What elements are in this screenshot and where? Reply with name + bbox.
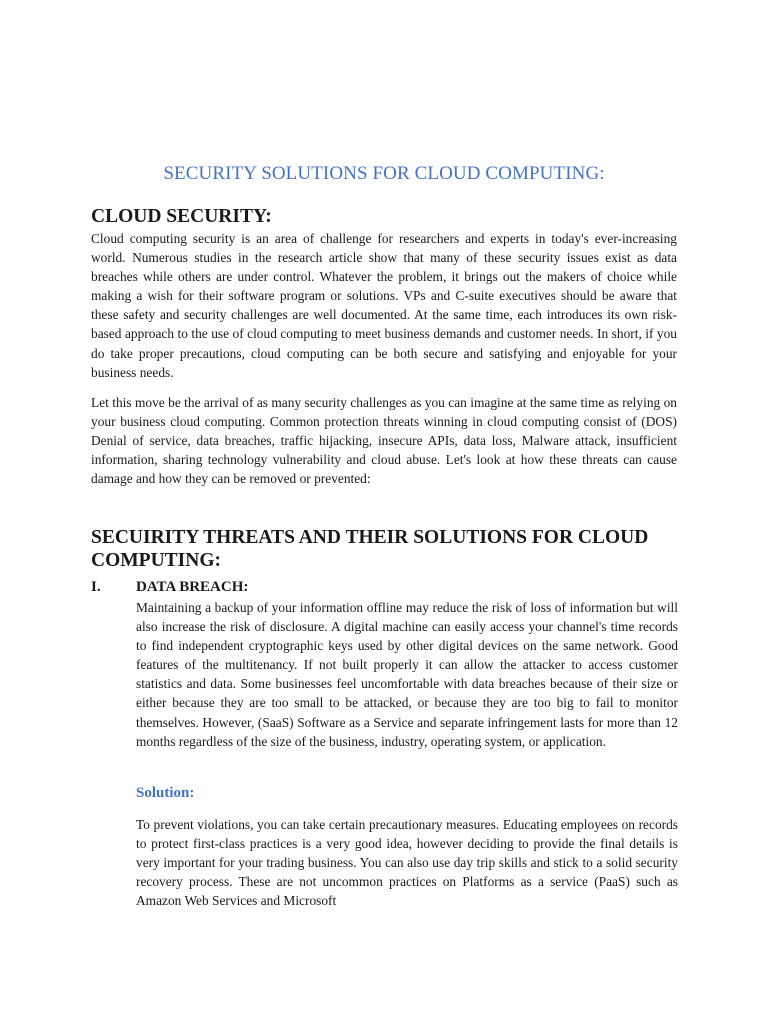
list-item-title: DATA BREACH: bbox=[136, 579, 249, 595]
section-heading-cloud-security: CLOUD SECURITY: bbox=[91, 206, 272, 227]
list-item-data-breach-heading bbox=[91, 577, 681, 597]
paragraph-security-challenges: Let this move be the arrival of as many security challenges as you can imagine at the same time as relying on your business cloud computing. Common protection threats winning in cloud computing consist of (DOS) Denial of service, data breaches, traffic hijacking, insecure APIs, data loss, Malware attack, insufficient information, sharing technology vulnerability and cloud abuse. Let's look at how these threats can cause damage and how they can be removed or prevented: bbox=[91, 395, 677, 487]
section-heading-threats-solutions: SECUIRITY THREATS AND THEIR SOLUTIONS FOR CLOUD COMPUTING: bbox=[91, 527, 649, 571]
paragraph-data-breach: Maintaining a backup of your information offline may reduce the risk of loss of information but will also increase the risk of disclosure. A digital machine can easily access your channel's time records to find independent cryptographic keys used by other digital devices on the same network. Good features of the multitenancy. If not built properly it can allow the attacker to access customer statistics and data. Some businesses feel uncomfortable with data breaches because of their size or either because they are too small to be attacked, or because they are too big to fail to monitor themselves. However, (SaaS) Software as a Service and separate infringement lasts for more than 12 months regardless of the size of the business, industry, operating system, or application. bbox=[136, 600, 678, 749]
paragraph-cloud-security-intro: Cloud computing security is an area of challenge for researchers and experts in today's ever-increasing world. Numerous studies in the research article show that many of these security issues exist as data breaches while others are under control. Whatever the problem, it brings out the makers of choice while making a wish for their software program or solutions. VPs and C-suite executives should be aware that these safety and security challenges are well documented. At the same time, each introduces its own risk-based approach to the use of cloud computing to meet business demands and customer needs. In short, if you do take proper precautions, cloud computing can be both secure and satisfying and enjoyable for your business needs. bbox=[91, 231, 677, 380]
paragraph-solution: To prevent violations, you can take certain precautionary measures. Educating employees on records to protect first-class practices is a very good idea, however deciding to provide the final details is very important for your trading business. You can also use day trip skills and stick to a solid security recovery process. These are not uncommon practices on Platforms as a service (PaaS) such as Amazon Web Services and Microsoft bbox=[136, 817, 678, 909]
document-title: SECURITY SOLUTIONS FOR CLOUD COMPUTING: bbox=[163, 163, 605, 184]
solution-label: Solution: bbox=[136, 785, 195, 801]
list-item-number: I. bbox=[91, 579, 101, 595]
